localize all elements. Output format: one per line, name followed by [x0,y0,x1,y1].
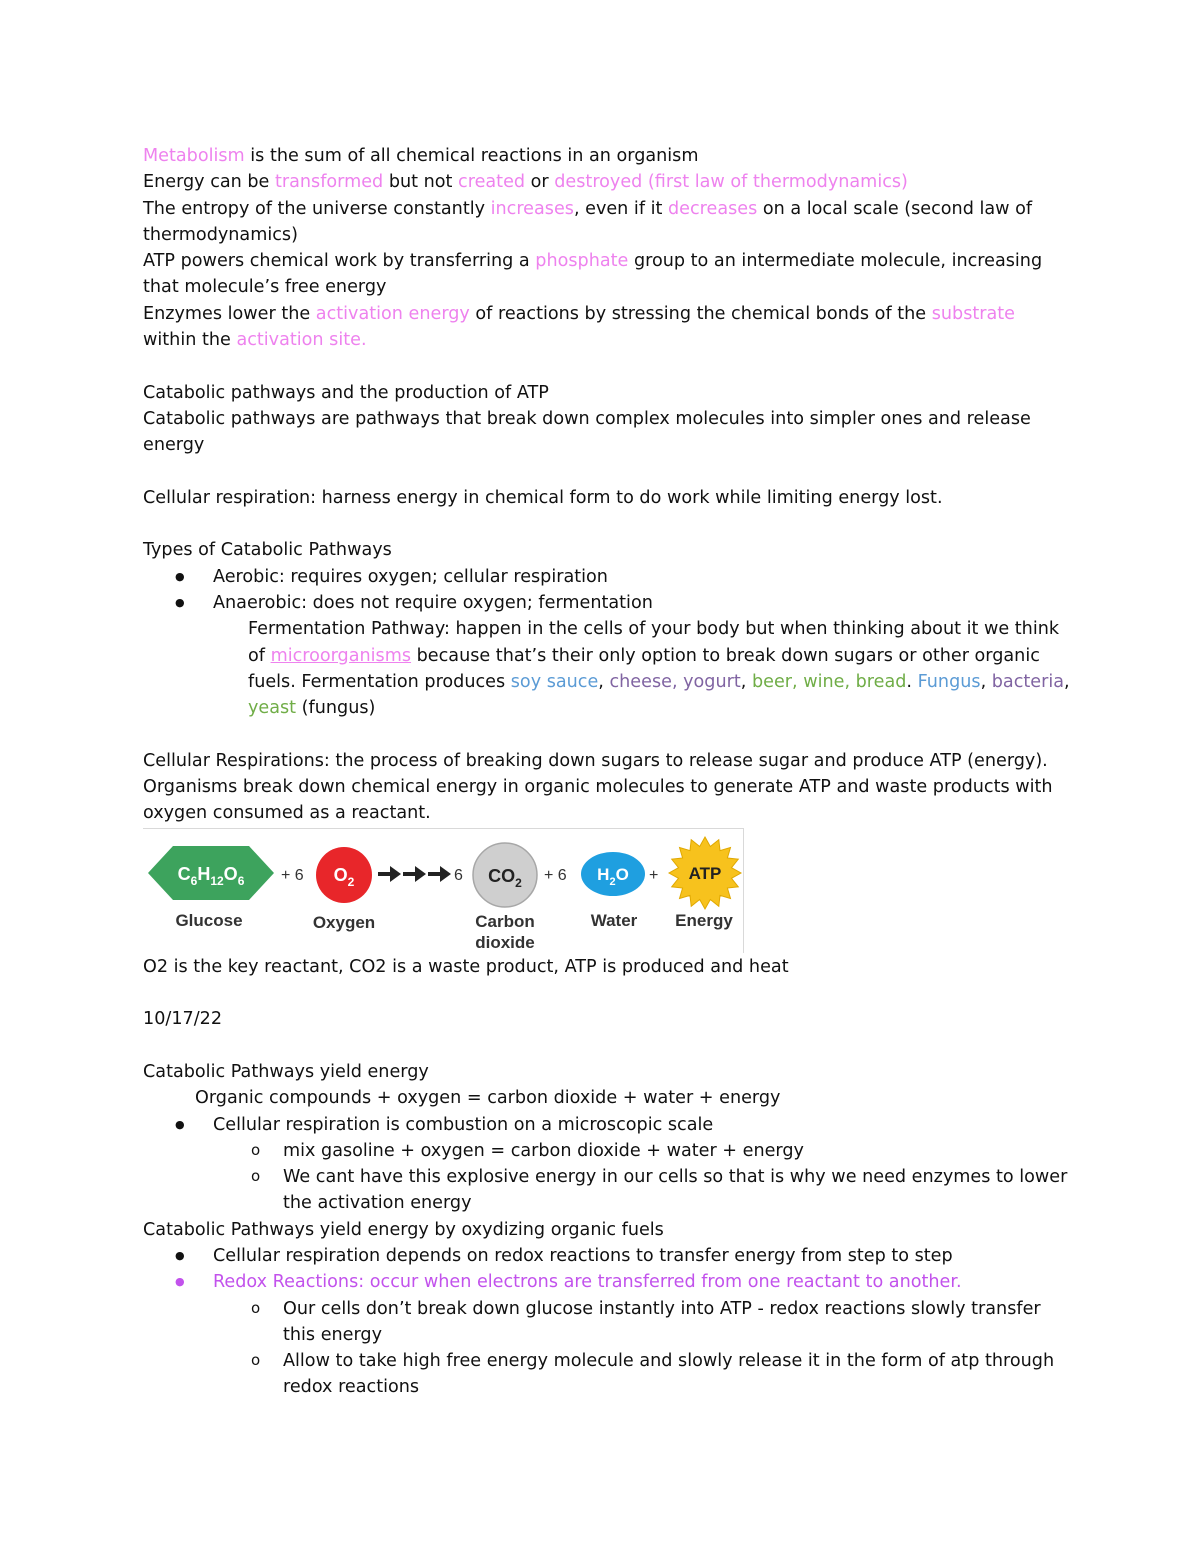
spacer [143,353,1073,379]
atp-text: ATP [688,863,722,883]
plus-six-2: + 6 [544,866,567,884]
bullet-anaerobic: ● Anaerobic: does not require oxygen; fermentation [143,590,1073,616]
subbullet-enzymes: o We cant have this explosive energy in our cells so that is why we need enzymes to lower the activation energy [143,1164,1073,1217]
label-carbon: Carbon [475,911,535,931]
types-heading: Types of Catabolic Pathways [143,540,392,561]
spacer [143,1033,1073,1059]
arrows-six: 6 [454,866,463,884]
bullet-redox-definition: ● Redox Reactions: occur when electrons are transferred from one reactant to another. [143,1269,1073,1295]
bullet-aerobic: ● Aerobic: requires oxygen; cellular respiration [143,564,1073,590]
plus-sign: + [649,866,659,884]
bullet-combustion: ● Cellular respiration is combustion on a microscopic scale [143,1112,1073,1138]
entropy-line: The entropy of the universe constantly increases, even if it decreases on a local scale (second law of thermodynamics) [143,198,1033,245]
subbullet-gasoline: o mix gasoline + oxygen = carbon dioxide + water + energy [143,1138,1073,1164]
spacer [143,980,1073,1006]
reaction-arrows [378,866,451,882]
subbullet-release: o Allow to take high free energy molecule and slowly release it in the form of atp through redox reactions [143,1348,1073,1401]
equation-diagram [143,829,743,953]
term-microorganisms: microorganisms [270,645,412,666]
bullet-redox-depends: ● Cellular respiration depends on redox reactions to transfer energy from step to step [143,1243,1073,1269]
label-oxygen: Oxygen [312,912,376,932]
respiration-definition-2: Organisms break down chemical energy in organic molecules to generate ATP and waste products with oxygen consumed as a reactant. [143,777,1053,824]
enzymes-line: Enzymes lower the activation energy of reactions by stressing the chemical bonds of the substrate within the activation site. [143,303,1015,351]
glucose-hexagon [148,846,274,900]
spacer [143,511,1073,537]
label-glucose: Glucose [175,910,243,930]
water-formula: $H_2O$ [597,864,629,888]
cellular-respiration-line: Cellular respiration: harness energy in chemical form to do work while limiting energy lost. [143,487,943,508]
yield-heading-2: Catabolic Pathways yield energy by oxydizing organic fuels [143,1219,664,1240]
spacer [143,459,1073,485]
yield-equation: Organic compounds + oxygen = carbon dioxide + water + energy [195,1088,781,1109]
oxygen-formula: $O_2$ [333,864,355,889]
co2-formula: $CO_2$ [488,865,522,890]
respiration-definition-1: Cellular Respirations: the process of breaking down sugars to release sugar and produce ATP (energy). [143,750,1048,771]
fermentation-paragraph: Fermentation Pathway: happen in the cells of your body but when thinking about it we think of microorganisms because that’s their only option to break down sugars or other organic fuels. Fermentation produces soy sauce, cheese, yogurt, beer, wine, bread. Fungus, bacteria, yeast (fungus) [248,619,1070,719]
subbullet-glucose-atp: o Our cells don’t break down glucose instantly into ATP - redox reactions slowly transfer this energy [143,1296,1073,1349]
glucose-formula: $C_6H_{12}O_6$ [177,863,245,888]
catabolic-heading: Catabolic pathways and the production of ATP [143,382,549,403]
label-energy: Energy [675,910,733,930]
atp-line: ATP powers chemical work by transferring a phosphate group to an intermediate molecule, increasing that molecule’s free energy [143,251,1043,298]
label-dioxide: dioxide [475,932,535,952]
water-ellipse [581,852,645,896]
label-water: Water [590,910,638,930]
date-line: 10/17/22 [143,1009,223,1030]
yield-heading: Catabolic Pathways yield energy [143,1061,429,1082]
document-page [143,143,1073,1401]
key-reactant-line: O2 is the key reactant, CO2 is a waste product, ATP is produced and heat [143,956,789,977]
catabolic-definition: Catabolic pathways are pathways that break down complex molecules into simpler ones and release energy [143,408,1031,456]
plus-six-1: + 6 [281,866,304,884]
term-metabolism: Metabolism [143,146,245,166]
spacer [143,722,1073,748]
respiration-equation-figure [143,828,744,953]
first-law-line: Energy can be transformed but not created or destroyed (first law of thermodynamics) [143,172,908,193]
metabolism-line: Metabolism is the sum of all chemical reactions in an organism [143,146,699,166]
